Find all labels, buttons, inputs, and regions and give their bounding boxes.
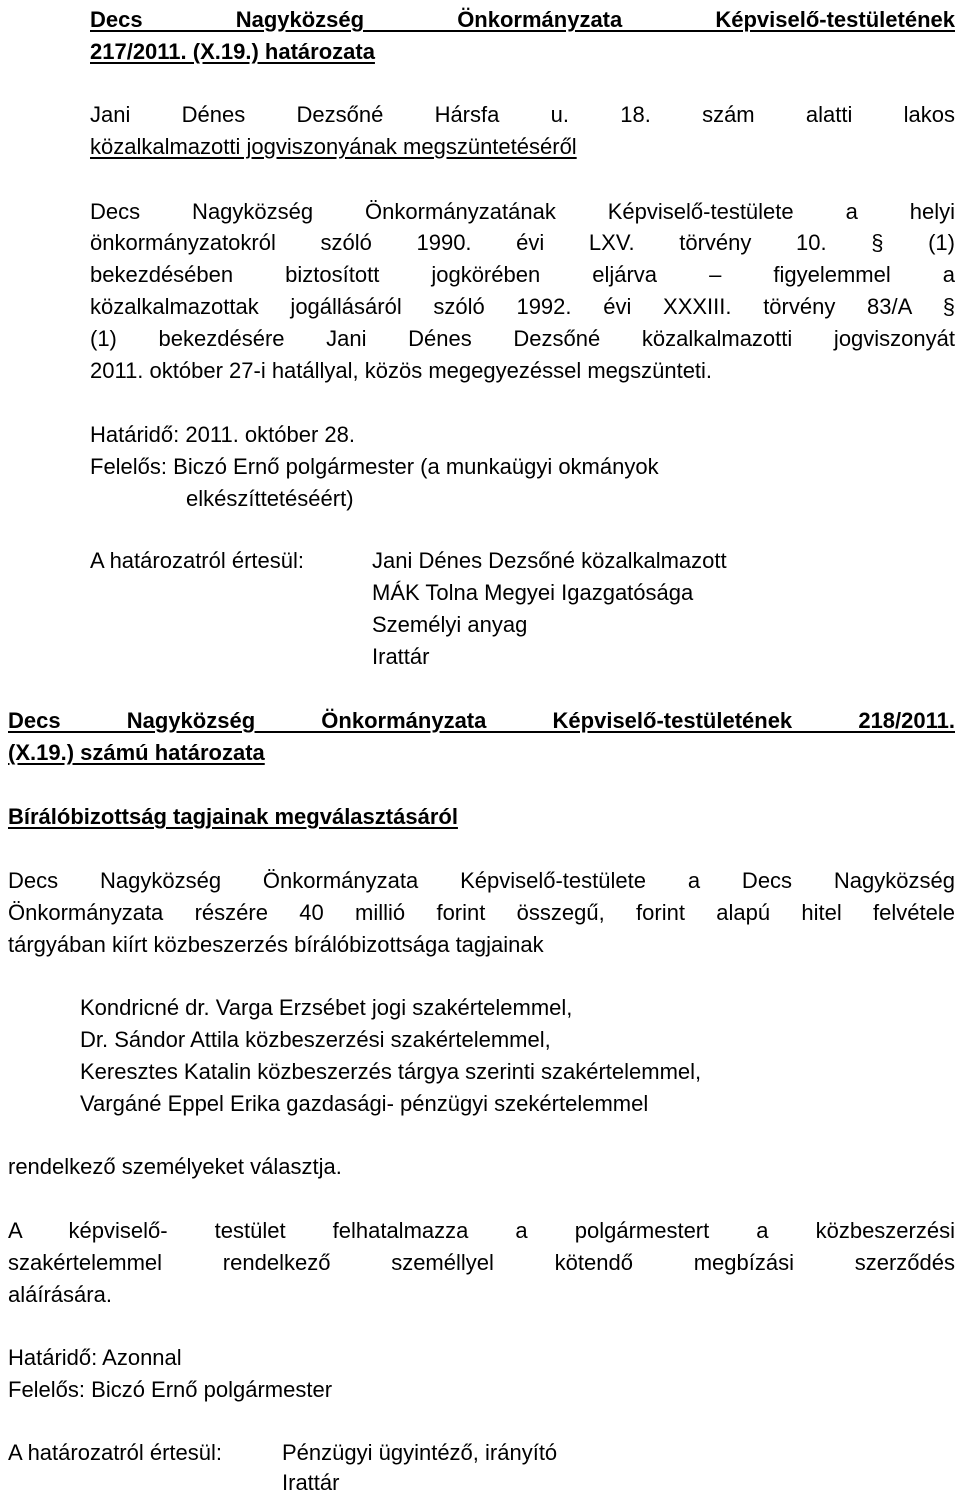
- resolution-217-notify-item: MÁK Tolna Megyei Igazgatósága: [372, 580, 694, 605]
- resolution-217-subject-line1: Jani Dénes Dezsőné Hársfa u. 18. szám alatti lakos: [90, 102, 955, 127]
- resolution-217-deadline: Határidő: 2011. október 28.: [90, 422, 355, 447]
- resolution-218-notify-item: Pénzügyi ügyintéző, irányító: [282, 1440, 558, 1465]
- resolution-218-member: Kondricné dr. Varga Erzsébet jogi szakértelemmel,: [80, 995, 573, 1020]
- resolution-217-title-line2: 217/2011. (X.19.) határozata: [90, 39, 375, 64]
- resolution-217-body-line: önkormányzatokról szóló 1990. évi LXV. törvény 10. § (1): [90, 230, 955, 255]
- resolution-218-body-line: tárgyában kiírt közbeszerzés bírálóbizottsága tagjainak: [8, 932, 544, 957]
- resolution-218-members-closing: rendelkező személyeket választja.: [8, 1154, 342, 1179]
- resolution-218-notify-label: A határozatról értesül:: [8, 1440, 223, 1465]
- resolution-217-notify-label: A határozatról értesül:: [90, 548, 305, 573]
- resolution-218-notify-item: Irattár: [282, 1470, 340, 1495]
- resolution-217-responsible-line1: Felelős: Biczó Ernő polgármester (a munkaügyi okmányok: [90, 454, 659, 479]
- resolution-218-member: Dr. Sándor Attila közbeszerzési szakértelemmel,: [80, 1027, 551, 1052]
- resolution-218-title-line1: Decs Nagyközség Önkormányzata Képviselő-testületének 218/2011.: [8, 708, 955, 733]
- resolution-217-subject-line2: közalkalmazotti jogviszonyának megszüntetéséről: [90, 134, 577, 159]
- resolution-218-subject: Bírálóbizottság tagjainak megválasztásáról: [8, 804, 458, 829]
- resolution-217-body-line: 2011. október 27-i hatállyal, közös megegyezéssel megszünteti.: [90, 358, 713, 383]
- resolution-218-deadline: Határidő: Azonnal: [8, 1345, 182, 1370]
- resolution-218-auth-line: aláírására.: [8, 1282, 112, 1307]
- resolution-218-body-line: Önkormányzata részére 40 millió forint összegű, forint alapú hitel felvétele: [8, 900, 955, 925]
- resolution-218-responsible: Felelős: Biczó Ernő polgármester: [8, 1377, 333, 1402]
- resolution-217-body-line: bekezdésében biztosított jogkörében eljárva – figyelemmel a: [90, 262, 955, 287]
- resolution-217-body-line: Decs Nagyközség Önkormányzatának Képviselő-testülete a helyi: [90, 199, 955, 224]
- resolution-218-auth-line: szakértelemmel rendelkező személlyel kötendő megbízási szerződés: [8, 1250, 955, 1275]
- resolution-217-notify-item: Jani Dénes Dezsőné közalkalmazott: [372, 548, 727, 573]
- resolution-218-auth-line: A képviselő- testület felhatalmazza a polgármestert a közbeszerzési: [8, 1218, 955, 1243]
- resolution-217-responsible-line2: elkészíttetéséért): [186, 486, 354, 511]
- resolution-217-notify-item: Irattár: [372, 644, 430, 669]
- resolution-218-member: Vargáné Eppel Erika gazdasági- pénzügyi szekértelemmel: [80, 1091, 649, 1116]
- resolution-217-body-line: (1) bekezdésére Jani Dénes Dezsőné közalkalmazotti jogviszonyát: [90, 326, 955, 351]
- resolution-217-body-line: közalkalmazottak jogállásáról szóló 1992. évi XXXIII. törvény 83/A §: [90, 294, 955, 319]
- resolution-218-body-line: Decs Nagyközség Önkormányzata Képviselő-testülete a Decs Nagyközség: [8, 868, 955, 893]
- resolution-217-notify-item: Személyi anyag: [372, 612, 528, 637]
- resolution-217-title-line1: Decs Nagyközség Önkormányzata Képviselő-testületének: [90, 7, 955, 32]
- resolution-218-member: Keresztes Katalin közbeszerzés tárgya szerinti szakértelemmel,: [80, 1059, 702, 1084]
- resolution-218-title-line2: (X.19.) számú határozata: [8, 740, 265, 765]
